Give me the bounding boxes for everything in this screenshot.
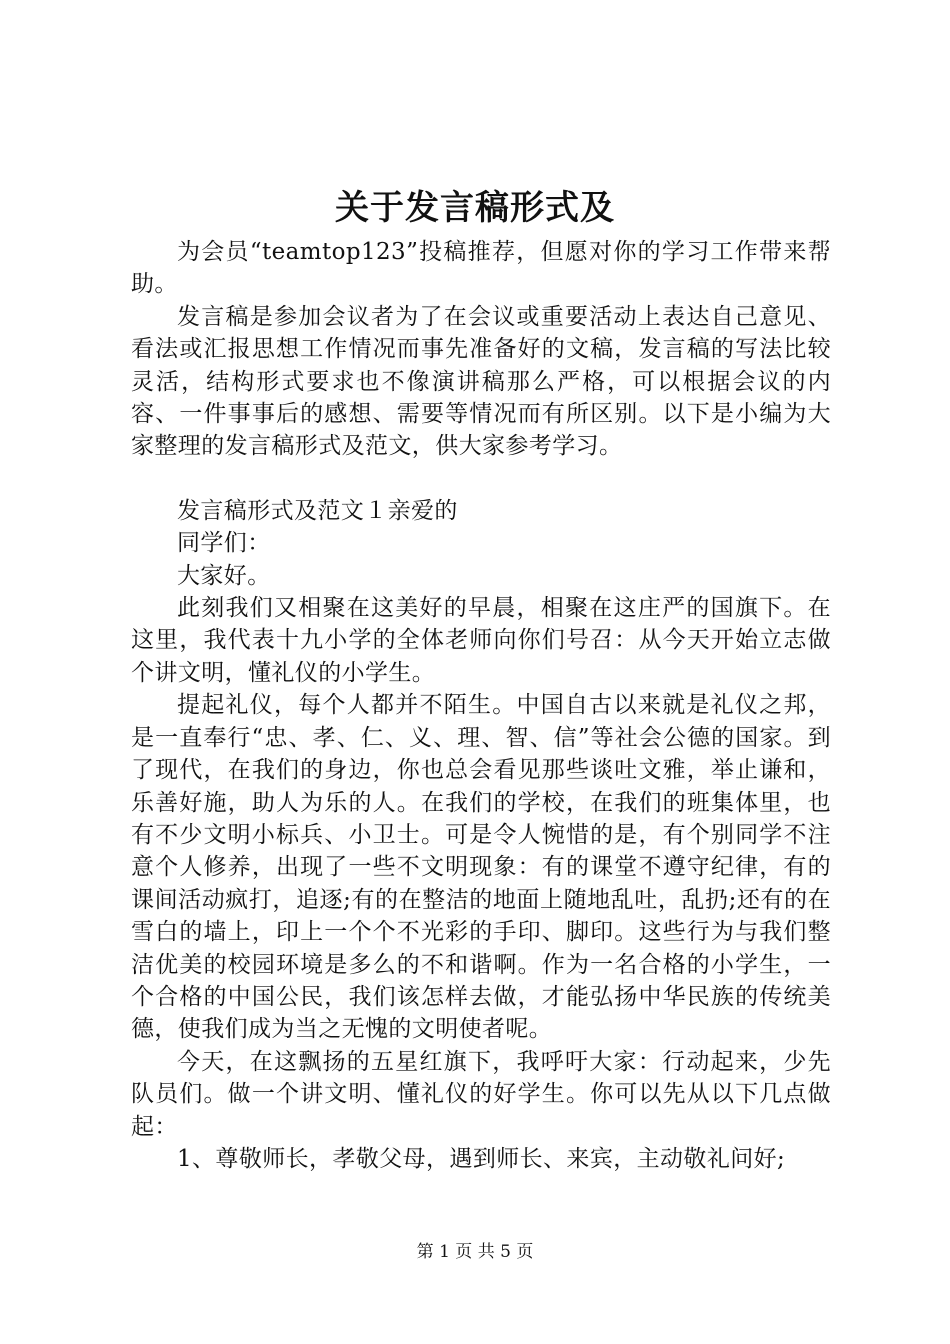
paragraph-body-2: 提起礼仪，每个人都并不陌生。中国自古以来就是礼仪之邦，是一直奉行“忠、孝、仁、义、理、智、信”等社会公德的国家。到了现代，在我们的身边，你也总会看见那些谈吐文雅，举止谦和，乐善好施，助人为乐的人。在我们的学校，在我们的班集体里，也有不少文明小标兵、小卫士。可是令人惋惜的是，有个别同学不注意个人修养，出现了一些不文明现象：有的课堂不遵守纪律，有的课间活动疯打，追逐;有的在整洁的地面上随地乱吐，乱扔;还有的在雪白的墙上，印上一个个不光彩的手印、脚印。这些行为与我们整洁优美的校园环境是多么的不和谐啊。作为一名合格的小学生，一个合格的中国公民，我们该怎样去做，才能弘扬中华民族的传统美德，使我们成为当之无愧的文明使者呢。 [131, 692, 831, 1043]
paragraph-salutation: 同学们： [177, 530, 271, 557]
paragraph-intro: 为会员“teamtop123”投稿推荐，但愿对你的学习工作带来帮助。 [131, 239, 831, 298]
paragraph-list-item-1: 1、尊敬师长，孝敬父母，遇到师长、来宾，主动敬礼问好; [177, 1145, 786, 1172]
paragraph-body-1: 此刻我们又相聚在这美好的早晨，相聚在这庄严的国旗下。在这里，我代表十九小学的全体老师向你们号召：从今天开始立志做个讲文明，懂礼仪的小学生。 [131, 595, 831, 686]
paragraph-body-3: 今天，在这飘扬的五星红旗下，我呼吁大家：行动起来，少先队员们。做一个讲文明、懂礼仪的好学生。你可以先从以下几点做起： [131, 1048, 831, 1140]
paragraph-greeting: 大家好。 [177, 562, 271, 589]
paragraph-sample-heading: 发言稿形式及范文１亲爱的 [177, 497, 458, 524]
paragraph-description: 发言稿是参加会议者为了在会议或重要活动上表达自己意见、看法或汇报思想工作情况而事先准备好的文稿，发言稿的写法比较灵活，结构形式要求也不像演讲稿那么严格，可以根据会议的内容、一件事事后的感想、需要等情况而有所区别。以下是小编为大家整理的发言稿形式及范文，供大家参考学习。 [131, 303, 831, 460]
page-footer: 第 1 页 共 5 页 [416, 1242, 534, 1262]
document-body [131, 236, 831, 1175]
document-title: 关于发言稿形式及 [335, 188, 615, 228]
